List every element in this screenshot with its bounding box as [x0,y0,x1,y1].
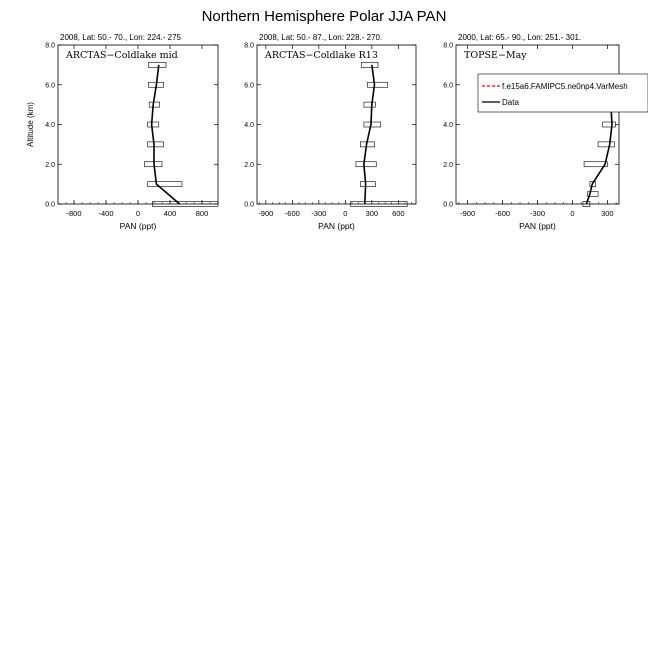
x-axis-label: PAN (ppt) [119,221,157,231]
panel-header: 2008, Lat: 50.- 87., Lon: 228.- 270. [259,33,383,42]
panel-header: 2000, Lat: 65.- 90., Lon: 251.- 301. [458,33,582,42]
y-tick-label: 4.0 [443,122,453,129]
plot-frame [257,45,416,204]
x-tick-label: 0 [343,209,348,218]
x-axis-label: PAN (ppt) [318,221,355,231]
x-tick-label: -900 [460,209,476,218]
legend-label: f.e15a6.FAMIPC5.ne0np4.VarMesh [502,82,628,91]
range-box [598,142,614,147]
x-tick-label: -400 [98,209,114,218]
x-tick-label: -800 [66,209,82,218]
y-tick-label: 8.0 [244,42,254,50]
campaign-label: TOPSE−May [464,50,527,61]
range-box [148,62,166,67]
x-tick-label: -300 [529,209,546,218]
x-tick-label: -600 [284,209,300,218]
page-title: Northern Hemisphere Polar JJA PAN [201,8,447,25]
range-box [148,182,182,187]
plot-frame [58,45,218,204]
x-tick-label: -300 [311,209,327,218]
x-tick-label: -600 [495,209,511,218]
series-line-data [586,105,612,204]
y-tick-label: 2.0 [45,161,55,169]
x-tick-label: 400 [163,209,177,218]
legend-label: Data [502,98,519,107]
range-box [149,102,159,107]
range-box [364,122,381,127]
x-tick-label: 600 [392,209,405,218]
range-box [603,122,616,127]
legend [478,74,648,112]
y-tick-label: 8.0 [45,42,55,50]
y-tick-label: 0.0 [244,201,254,209]
range-box [148,122,159,127]
x-tick-label: -900 [258,209,274,218]
chart-panel-1 [26,33,218,231]
y-tick-label: 6.0 [443,82,453,90]
y-tick-label: 2.0 [244,161,254,169]
y-tick-label: 6.0 [244,82,254,90]
y-tick-label: 6.0 [45,82,55,90]
chart-panel-3 [443,33,619,231]
range-box [148,142,164,147]
x-axis-label: PAN (ppt) [519,221,556,231]
campaign-label: ARCTAS−Coldlake mid [66,50,178,61]
range-box [360,182,375,187]
range-box [356,162,376,167]
y-tick-label: 4.0 [45,122,55,129]
y-tick-label: 2.0 [443,161,453,169]
campaign-label: ARCTAS−Coldlake R13 [265,50,378,61]
x-tick-label: 0 [570,209,575,218]
chart-panel-2 [244,33,416,231]
x-tick-label: 800 [195,209,209,218]
x-tick-label: 300 [601,209,614,218]
y-axis-label: Altitude (km) [26,102,35,147]
x-tick-label: 300 [365,209,379,218]
series-line-data [152,65,180,204]
panel-header: 2008, Lat: 50.- 70., Lon: 224.- 275 [60,33,181,42]
y-tick-label: 0.0 [45,201,55,209]
y-tick-label: 4.0 [244,122,254,129]
range-box [364,102,375,107]
x-tick-label: 0 [135,209,141,218]
series-line-data [364,65,375,204]
range-box [361,62,378,67]
y-tick-label: 8.0 [443,42,453,50]
range-box [367,82,387,87]
y-tick-label: 0.0 [443,201,453,209]
